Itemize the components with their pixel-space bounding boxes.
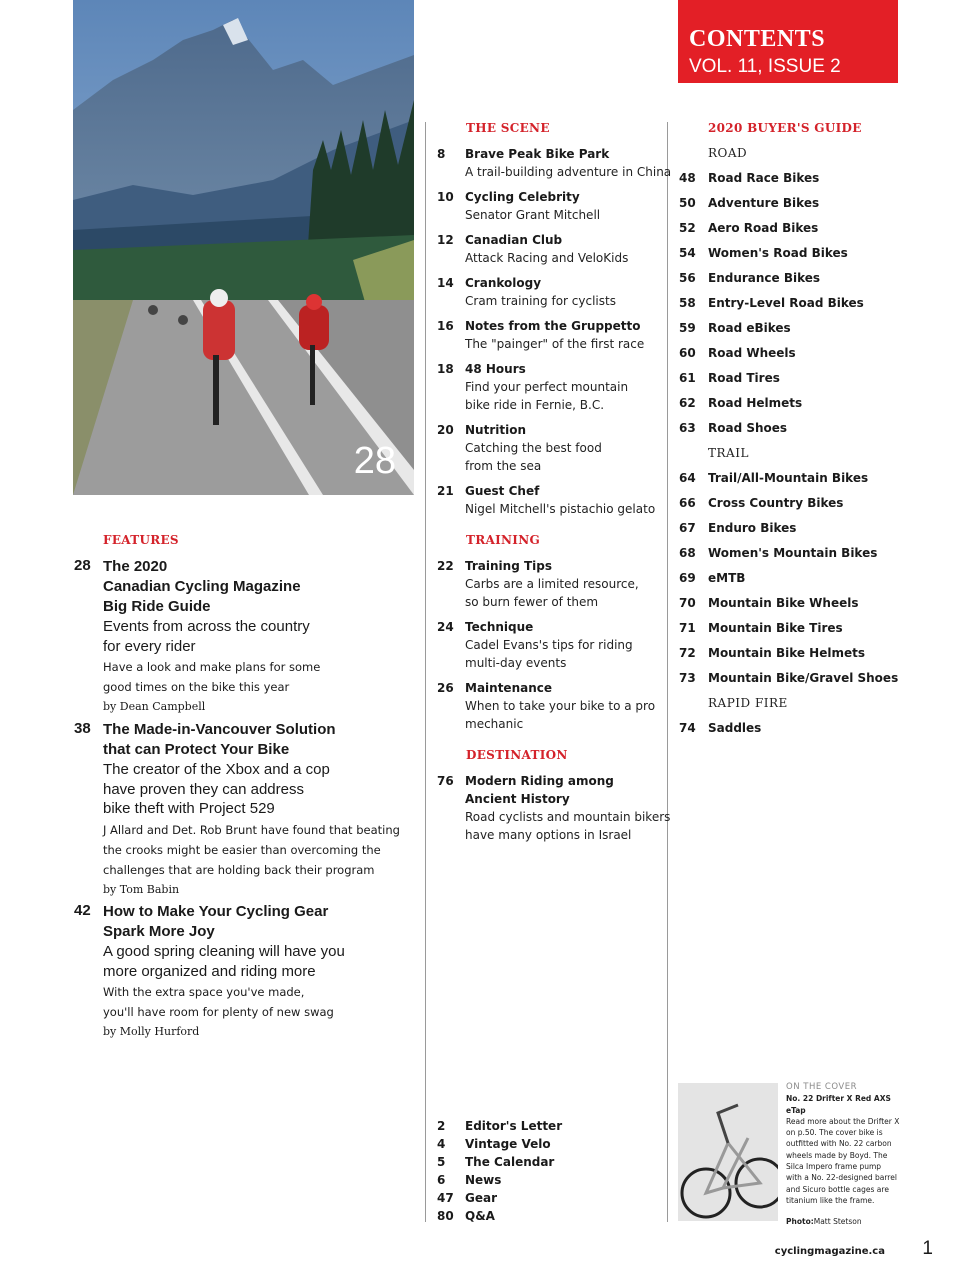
bike-illustration: [678, 1083, 778, 1221]
feature-summary: With the extra space you've made, you'll have room for plenty of new swag: [103, 985, 334, 1019]
column-divider: [667, 122, 668, 1222]
scene-heading: THE SCENE: [466, 121, 550, 135]
destination-heading: DESTINATION: [466, 748, 568, 762]
feature-title: The 2020 Canadian Cycling Magazine Big Ride Guide: [103, 558, 301, 615]
feature-page: 38: [74, 720, 91, 737]
cyclists-road-illustration: [73, 0, 414, 495]
feature-deck: Events from across the country for every rider: [103, 618, 310, 655]
footer-url[interactable]: cyclingmagazine.ca: [774, 1246, 885, 1257]
cover-bike-photo: [678, 1083, 778, 1221]
feature-byline: by Molly Hurford: [103, 1025, 200, 1038]
feature-deck: The creator of the Xbox and a cop have proven they can address bike theft with Project 529: [103, 761, 330, 817]
feature-summary: Have a look and make plans for some good times on the bike this year: [103, 660, 321, 694]
features-heading: FEATURES: [103, 533, 179, 547]
feature-deck: A good spring cleaning will have you more organized and riding more: [103, 943, 345, 980]
buyers-guide-heading: 2020 BUYER'S GUIDE: [708, 121, 862, 135]
photo-credit: Photo:Matt Stetson: [786, 1217, 862, 1227]
feature-byline: by Dean Campbell: [103, 700, 206, 713]
contents-header: [678, 0, 898, 83]
road-subheading: ROAD: [708, 146, 748, 160]
feature-summary: J Allard and Det. Rob Brunt have found that beating the crooks might be easier than overcoming the challenges that are holding back their program: [103, 822, 400, 877]
cover-kicker: ON THE COVER: [786, 1082, 857, 1092]
feature-title: How to Make Your Cycling Gear Spark More Joy: [103, 903, 329, 940]
training-heading: TRAINING: [466, 533, 541, 547]
feature-title: The Made-in-Vancouver Solution that can Protect Your Bike: [103, 721, 336, 758]
rapid-fire-subheading: RAPID FIRE: [708, 696, 788, 710]
cover-title: No. 22 Drifter X Red AXS eTap: [786, 1094, 891, 1115]
footer-page-number: 1: [922, 1238, 933, 1259]
contents-title: CONTENTS: [689, 26, 826, 52]
hero-photo: [73, 0, 414, 495]
feature-byline: by Tom Babin: [103, 882, 180, 896]
hero-page-number: 28: [353, 440, 396, 482]
trail-subheading: TRAIL: [708, 446, 749, 460]
cover-caption: ON THE COVER No. 22 Drifter X Red AXS eTap Read more about the Drifter X on p.50. The cover bike is outfitted with No. 22 carbon wheels made by Boyd. The Silca Impero frame pump with a No. 22-designed barrel and Sicuro bottle cages are titanium like the frame. Photo:Matt Stetson: [786, 1082, 906, 1228]
issue-volume: VOL. 11, ISSUE 2: [689, 56, 841, 77]
feature-page: 42: [74, 902, 91, 919]
column-divider: [425, 122, 426, 1222]
feature-page: 28: [74, 557, 91, 574]
